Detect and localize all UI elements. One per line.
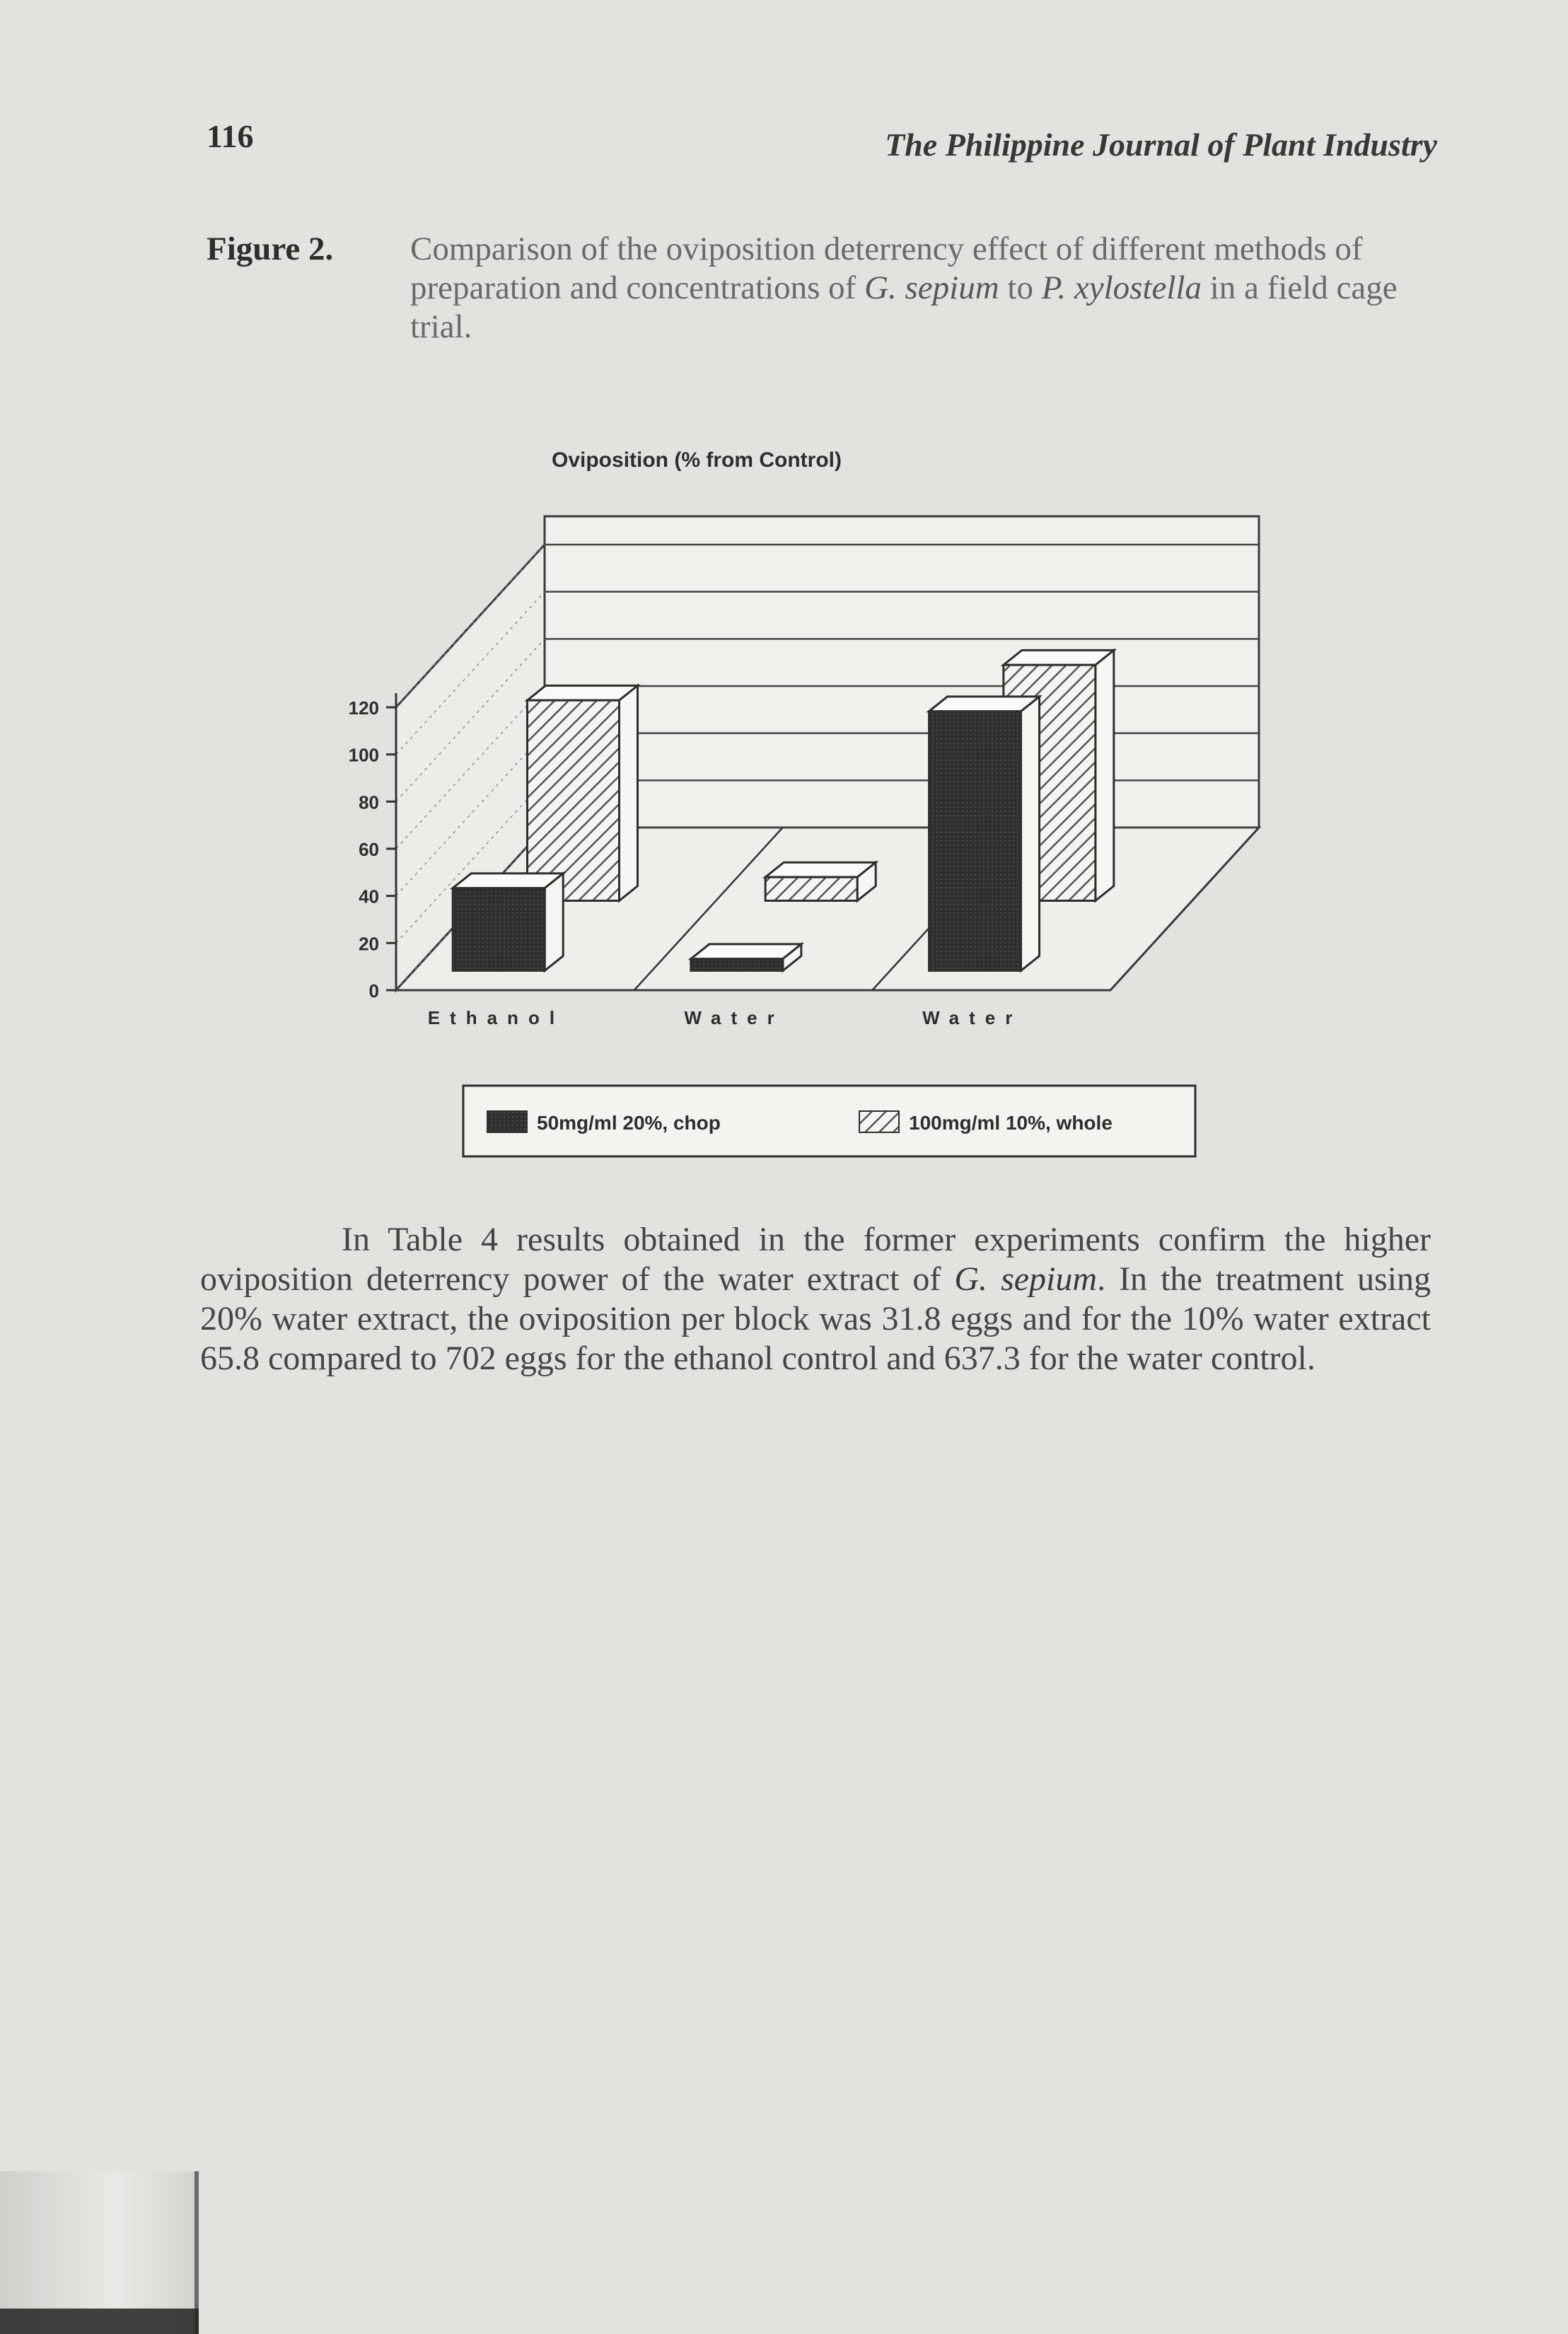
- body-species-gliricidia: G. sepium: [954, 1260, 1098, 1298]
- caption-species-gliricidia: G. sepium: [864, 269, 999, 306]
- caption-part-1: Comparison of the oviposition deterrency effect of different methods of preparation and concentrations of: [410, 231, 1363, 306]
- bar-series2-cat1-front: [528, 700, 620, 900]
- bar-series2-cat2: [765, 862, 876, 900]
- bar-series2-cat2-front: [765, 877, 857, 900]
- legend-label-series2: 100mg/ml 10%, whole: [909, 1112, 1113, 1134]
- body-paragraph: [200, 1220, 1431, 1378]
- page-number: 116: [207, 118, 254, 154]
- bar-series1-cat3-front: [929, 712, 1021, 971]
- y-tick-label: 60: [359, 839, 379, 860]
- figure-caption-text: [410, 230, 1437, 347]
- legend-swatch-series2: [859, 1111, 899, 1132]
- bar-series2-cat1-side: [620, 685, 638, 900]
- chart-svg: [332, 431, 1323, 1174]
- y-tick-label: 120: [348, 697, 379, 719]
- body-part-3: . In the treatment using 20% water extract, the oviposition per block was 31.8 eggs and for the 10% water extract 65.8 compared to 702 eggs for the ethanol control and 637.3 for the water control.: [200, 1260, 1431, 1377]
- caption-species-plutella: P. xylostella: [1041, 269, 1202, 306]
- y-tick-label: 0: [368, 980, 379, 1001]
- chart-legend: [463, 1086, 1195, 1156]
- bar-series1-cat2-front: [691, 959, 783, 971]
- figure-caption: [207, 230, 1437, 347]
- caption-part-5: in a field cage trial.: [410, 269, 1398, 345]
- x-category-label: Ethanol: [427, 1007, 565, 1028]
- bar-series1-cat1: [453, 873, 563, 970]
- y-tick-label: 80: [359, 791, 379, 813]
- y-tick-label: 100: [348, 744, 379, 766]
- journal-title: The Philippine Journal of Plant Industry: [885, 127, 1437, 163]
- x-category-label: Water: [922, 1007, 1023, 1028]
- legend-label-series1: 50mg/ml 20%, chop: [537, 1112, 721, 1134]
- legend-swatch-series1: [487, 1111, 527, 1132]
- oviposition-chart: [332, 431, 1323, 1174]
- bar-series2-cat1: [528, 685, 638, 900]
- bar-series1-cat1-front: [453, 888, 545, 971]
- figure-label: Figure 2.: [207, 231, 334, 267]
- body-part-1: In Table 4 results obtained in the former experiments confirm the higher oviposition deterrency power of the water extract of: [200, 1221, 1431, 1298]
- y-tick-label: 20: [359, 933, 379, 955]
- bar-series2-cat3-side: [1096, 650, 1114, 900]
- bar-series1-cat3-side: [1021, 697, 1040, 970]
- bar-series1-cat1-side: [545, 873, 563, 970]
- caption-part-3: to: [999, 269, 1042, 306]
- bar-series1-cat3: [929, 697, 1040, 970]
- y-tick-label: 40: [359, 886, 379, 907]
- bar-series1-cat2: [691, 944, 801, 970]
- page-corner-shadow: [0, 2171, 199, 2334]
- chart-title: Oviposition (% from Control): [552, 448, 842, 472]
- x-category-label: Water: [684, 1007, 784, 1028]
